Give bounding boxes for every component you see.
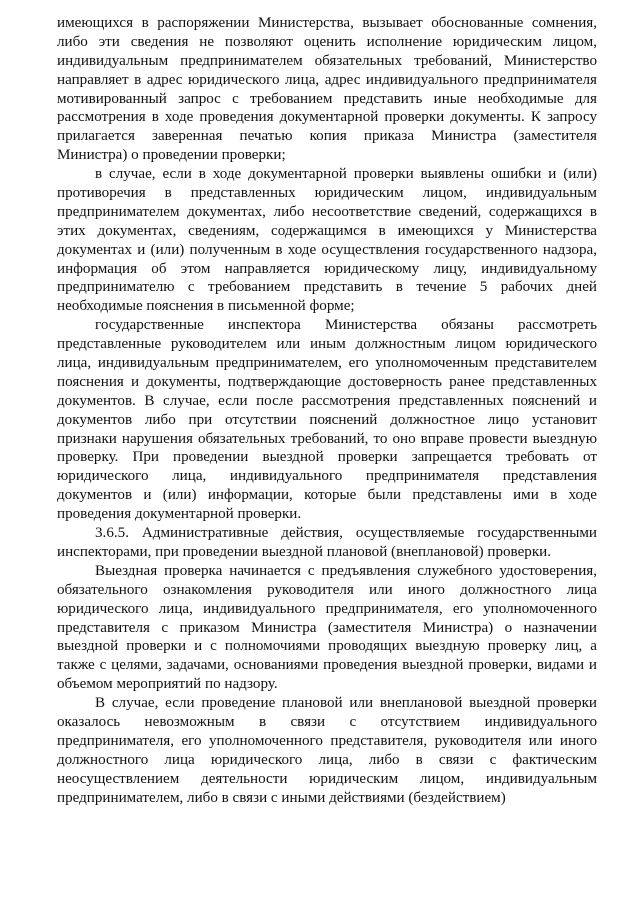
text-line: мотивированный запрос с требованием представить иные необходимые для (57, 90, 597, 107)
text-line: индивидуальным предпринимателем обязательных требований, Министерство (57, 52, 597, 69)
paragraph-p1 (57, 14, 597, 165)
text-line: рассмотрения в ходе проведения документарной проверки документы. К запросу (57, 109, 597, 126)
text-line: В случае, если проведение плановой или внеплановой выездной проверки (95, 695, 597, 712)
text-line: инспекторами, при проведении выездной плановой (внеплановой) проверки. (57, 543, 552, 560)
text-line: юридического лица, индивидуального предпринимателя представления (57, 468, 597, 485)
text-line: Выездная проверка начинается с предъявления служебного удостоверения, (95, 562, 597, 579)
text-line: юридического лица, индивидуального предпринимателя, его уполномоченного (57, 600, 597, 617)
text-line: прилагается заверенная печатью копия приказа Министра (заместителя (57, 128, 597, 145)
text-line: предпринимателю с требованием представить в течение 5 рабочих дней (57, 279, 597, 296)
text-line: должностного лица юридического лица, либо в связи с фактическим (57, 751, 597, 768)
text-line: представителя с приказом Министра (заместителя Министра) о назначении (57, 619, 597, 636)
document-text (57, 14, 597, 807)
paragraph-p3 (57, 316, 597, 524)
text-line: 3.6.5. Административные действия, осуществляемые государственными (95, 525, 597, 542)
text-line: информация об этом направляется юридическому лицу, индивидуальному (57, 260, 597, 277)
paragraph-p4 (57, 524, 597, 562)
text-line: предпринимателя, его уполномоченного представителя, руководителя или иного (57, 732, 597, 749)
text-line: также с целями, задачами, основаниями проведения выездной проверки, видами и (57, 657, 597, 674)
text-line: признаки нарушения обязательных требований, то оно вправе провести выездную (57, 430, 597, 447)
text-line: оказалось невозможным в связи с отсутствием индивидуального (57, 713, 597, 730)
text-line: противоречия в представленных юридическим лицом, индивидуальным (57, 185, 597, 202)
text-line: представленные руководителем или иным должностным лицом юридического (57, 336, 597, 353)
text-line: документов либо при отсутствии пояснений должностное лицо установит (57, 411, 597, 428)
paragraph-p2 (57, 165, 597, 316)
text-line: выездной проверки и с полномочиями проводящих выездную проверку лиц, а (57, 638, 597, 655)
paragraph-p5 (57, 562, 597, 694)
text-line: пояснения и документы, подтверждающие достоверность ранее представленных (57, 373, 597, 390)
text-line: имеющихся в распоряжении Министерства, вызывает обоснованные сомнения, (57, 15, 597, 31)
text-line: в случае, если в ходе документарной проверки выявлены ошибки и (или) (95, 166, 597, 183)
text-line: документов. В случае, если после рассмотрения представленных пояснений и (57, 392, 597, 409)
text-line: этих документах, сведениям, содержащимся в имеющихся у Министерства (57, 222, 597, 239)
paragraph-p6 (57, 694, 597, 807)
text-line: необходимые пояснения в письменной форме; (57, 298, 355, 315)
text-line: либо эти сведения не позволяют оценить исполнение юридическим лицом, (57, 33, 597, 50)
text-line: Министра) о проведении проверки; (57, 147, 286, 164)
text-line: предпринимателем, либо в связи с иными действиями (бездействием) (57, 789, 506, 806)
text-line: лица, индивидуальным предпринимателем, его уполномоченным представителем (57, 355, 597, 372)
text-line: документов и (или) информации, которые были представлены ими в ходе (57, 487, 597, 504)
text-line: направляет в адрес юридического лица, адрес индивидуального предпринимателя (57, 71, 597, 88)
text-line: государственные инспектора Министерства обязаны рассмотреть (95, 317, 597, 334)
text-line: документах и (или) полученным в ходе осуществления государственного надзора, (57, 241, 597, 258)
text-line: проверку. При проведении выездной проверки запрещается требовать от (57, 449, 597, 466)
text-line: объемом мероприятий по надзору. (57, 676, 278, 693)
text-line: неосуществлением деятельности юридическим лицом, индивидуальным (57, 770, 597, 787)
text-line: предпринимателем документах, либо несоответствие сведений, содержащихся в (57, 203, 597, 220)
text-line: проведения документарной проверки. (57, 506, 302, 523)
text-line: обязательного ознакомления руководителя или иного должностного лица (57, 581, 597, 598)
